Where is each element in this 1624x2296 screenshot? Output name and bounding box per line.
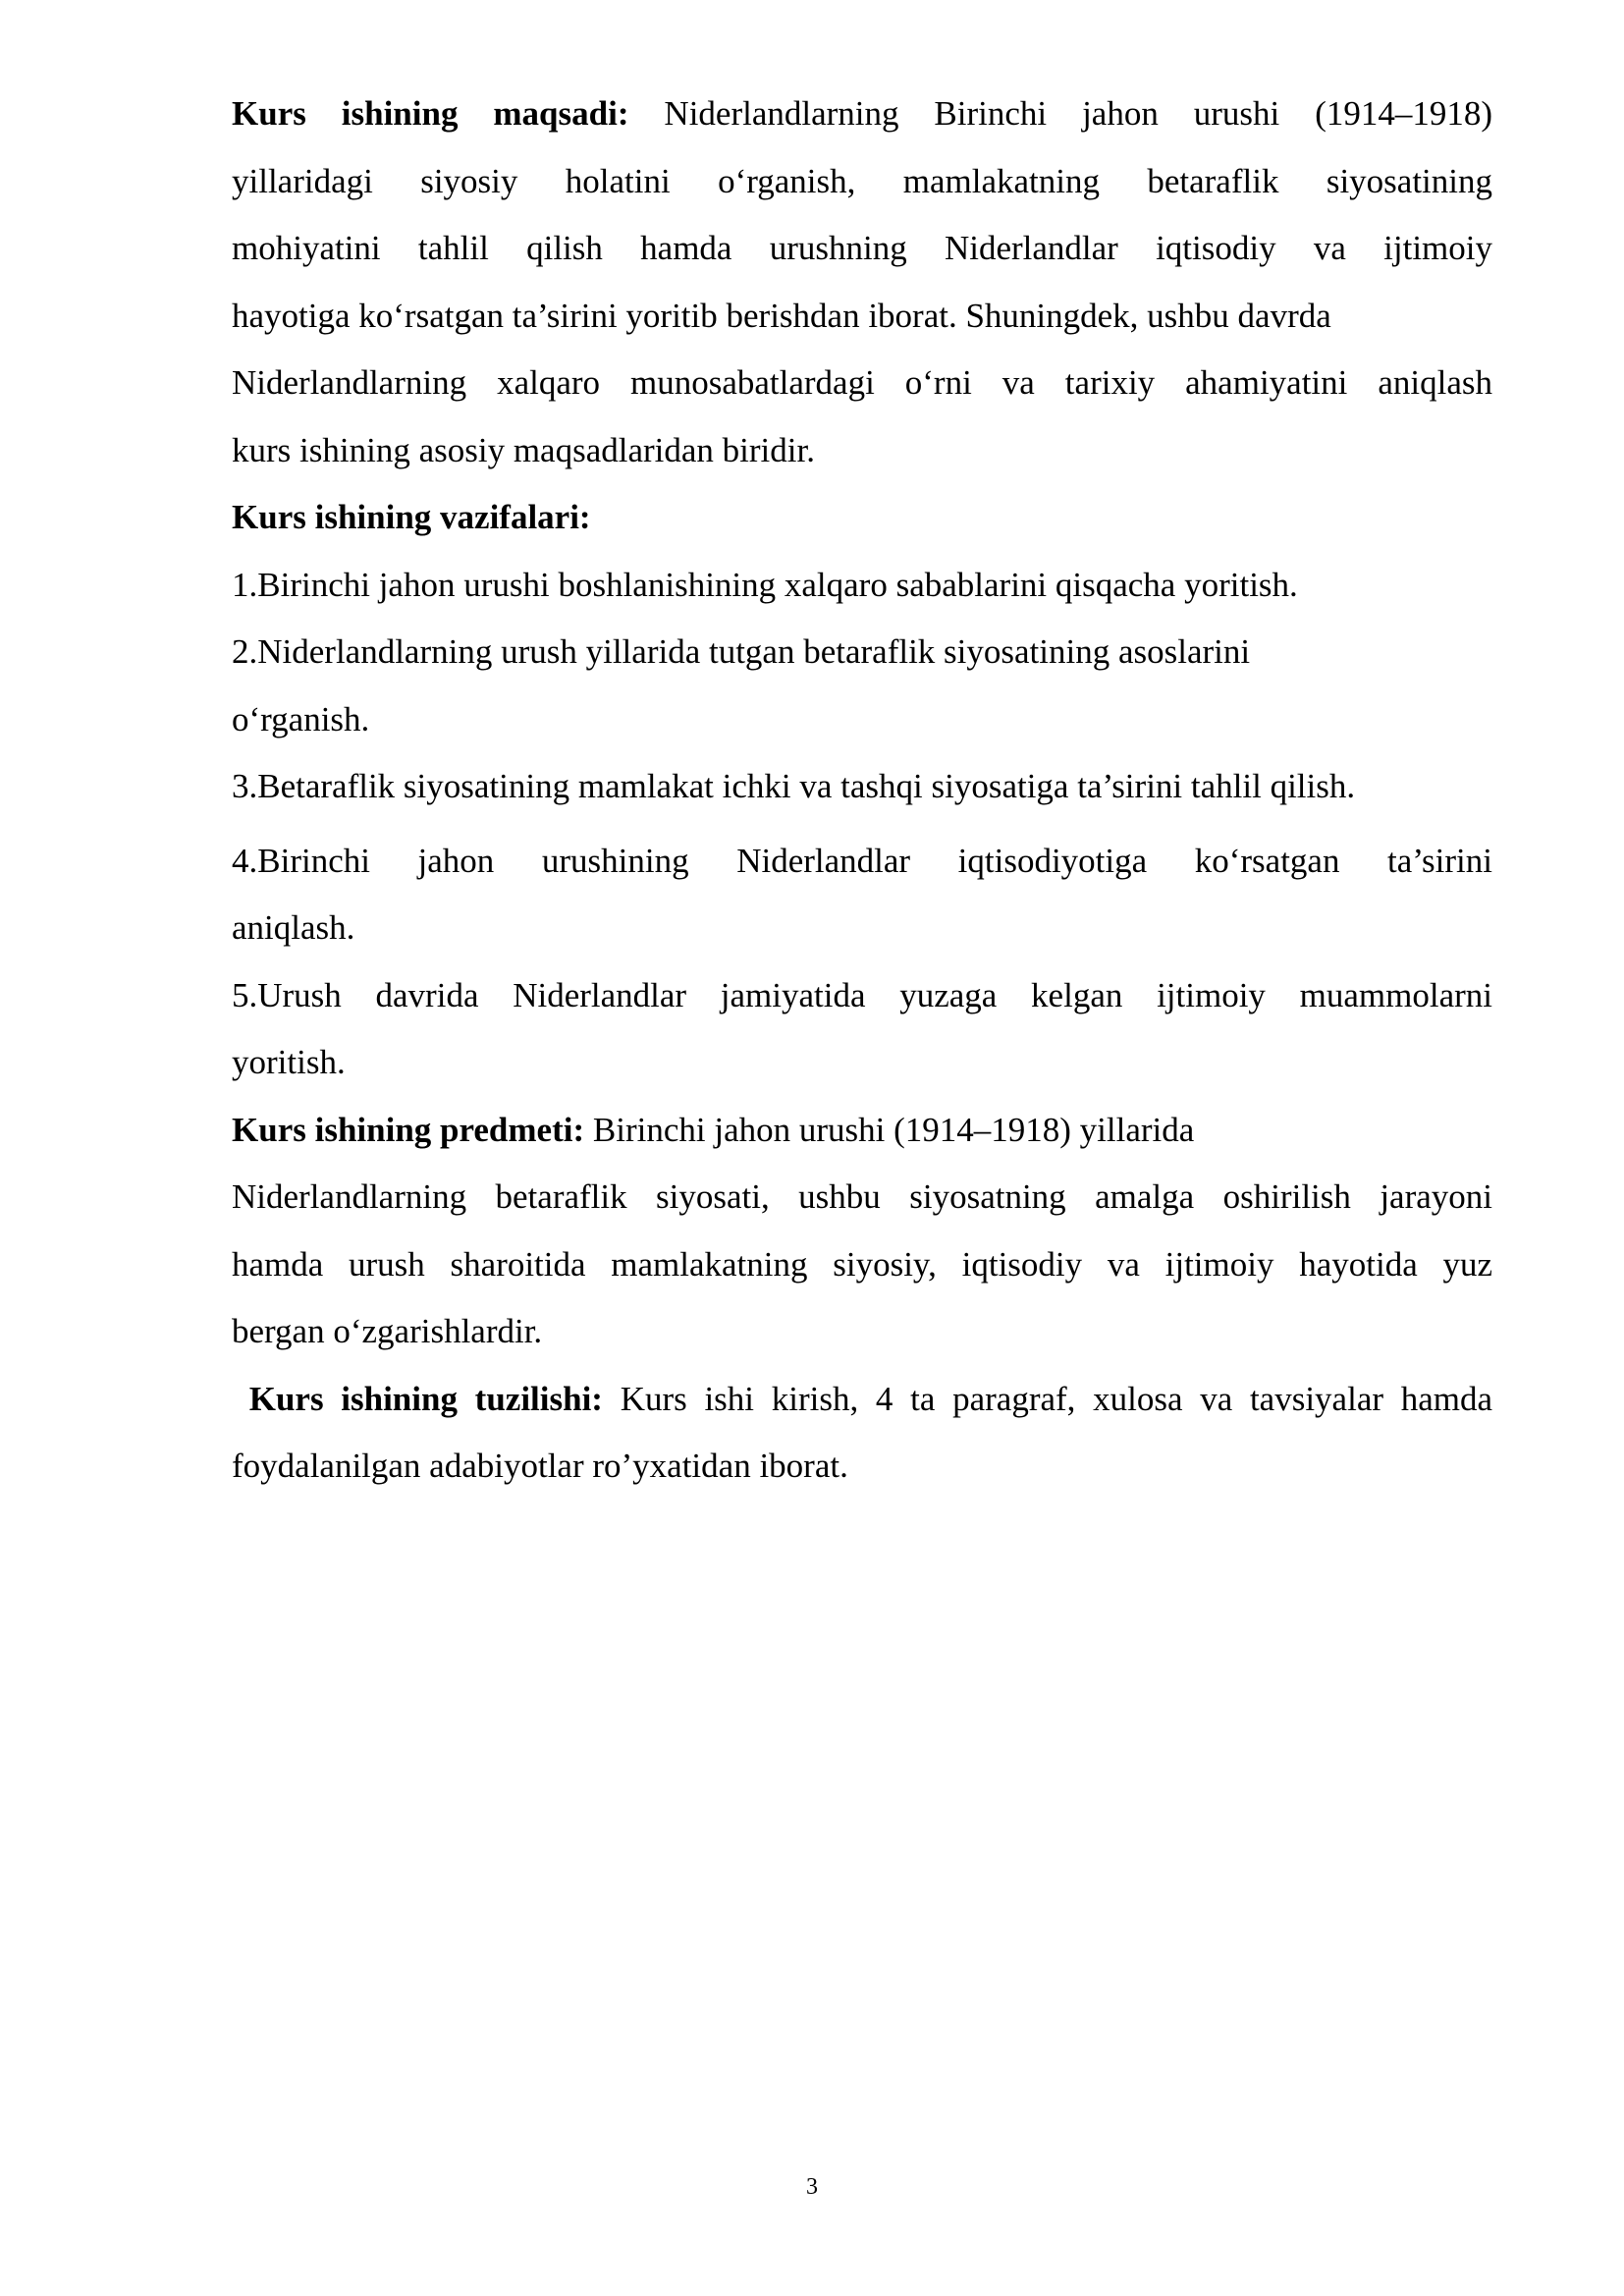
structure-paragraph-line: foydalanilgan adabiyotlar ro’yxatidan iborat. [232, 1447, 848, 1485]
structure-text: Kurs ishi kirish, 4 ta paragraf, xulosa va tavsiyalar hamda [620, 1379, 1493, 1418]
task-item-2: 2.Niderlandlarning urush yillarida tutgan betaraflik siyosatining asoslarini [232, 632, 1251, 671]
structure-heading: Kurs ishining tuzilishi: [248, 1379, 603, 1418]
goal-paragraph-line [232, 81, 1492, 148]
goal-paragraph-line: hayotiga ko‘rsatgan ta’sirini yoritib berishdan iborat. Shuningdek, ushbu davrda [232, 296, 1331, 335]
tasks-heading: Kurs ishining vazifalari: [232, 498, 591, 536]
goal-paragraph-line: mohiyatini tahlil qilish hamda urushning Niderlandlar iqtisodiy va ijtimoiy [232, 229, 1492, 267]
goal-heading: Kurs ishining maqsadi: [232, 94, 629, 133]
goal-text: Niderlandlarning Birinchi jahon urushi (1914–1918) [664, 94, 1492, 133]
subject-paragraph-line: hamda urush sharoitida mamlakatning siyosiy, iqtisodiy va ijtimoiy hayotida yuz [232, 1244, 1492, 1284]
task-item-4: 4.Birinchi jahon urushining Niderlandlar iqtisodiyotiga ko‘rsatgan ta’sirini [232, 841, 1492, 880]
subject-heading: Kurs ishining predmeti: [232, 1110, 585, 1149]
structure-paragraph-line [232, 1366, 1492, 1434]
tasks-heading-line [232, 484, 1492, 552]
subject-text: Birinchi jahon urushi (1914–1918) yillarida [592, 1110, 1195, 1149]
task-item-3: 3.Betaraflik siyosatining mamlakat ichki va tashqi siyosatiga ta’sirini tahlil qilish. [232, 767, 1356, 805]
goal-paragraph-line: kurs ishining asosiy maqsadlaridan biridir. [232, 430, 815, 469]
subject-paragraph-line: bergan o‘zgarishlardir. [232, 1312, 543, 1350]
subject-paragraph-line [232, 1097, 1492, 1165]
goal-paragraph-line: yillaridagi siyosiy holatini o‘rganish, mamlakatning betaraflik siyosatining [232, 161, 1492, 200]
task-item-2-continuation: o‘rganish. [232, 699, 370, 738]
goal-paragraph-line: Niderlandlarning xalqaro munosabatlardagi o‘rni va tarixiy ahamiyatini aniqlash [232, 363, 1492, 402]
task-item-4-continuation: aniqlash. [232, 908, 355, 947]
page-body [232, 81, 1492, 1501]
subject-paragraph-line: Niderlandlarning betaraflik siyosati, ushbu siyosatning amalga oshirilish jarayoni [232, 1177, 1492, 1216]
task-item-1: 1.Birinchi jahon urushi boshlanishining xalqaro sabablarini qisqacha yoritish. [232, 565, 1298, 604]
task-item-5-continuation: yoritish. [232, 1043, 346, 1081]
task-item-5: 5.Urush davrida Niderlandlar jamiyatida yuzaga kelgan ijtimoiy muammolarni [232, 975, 1492, 1014]
page-number: 3 [806, 2174, 818, 2200]
